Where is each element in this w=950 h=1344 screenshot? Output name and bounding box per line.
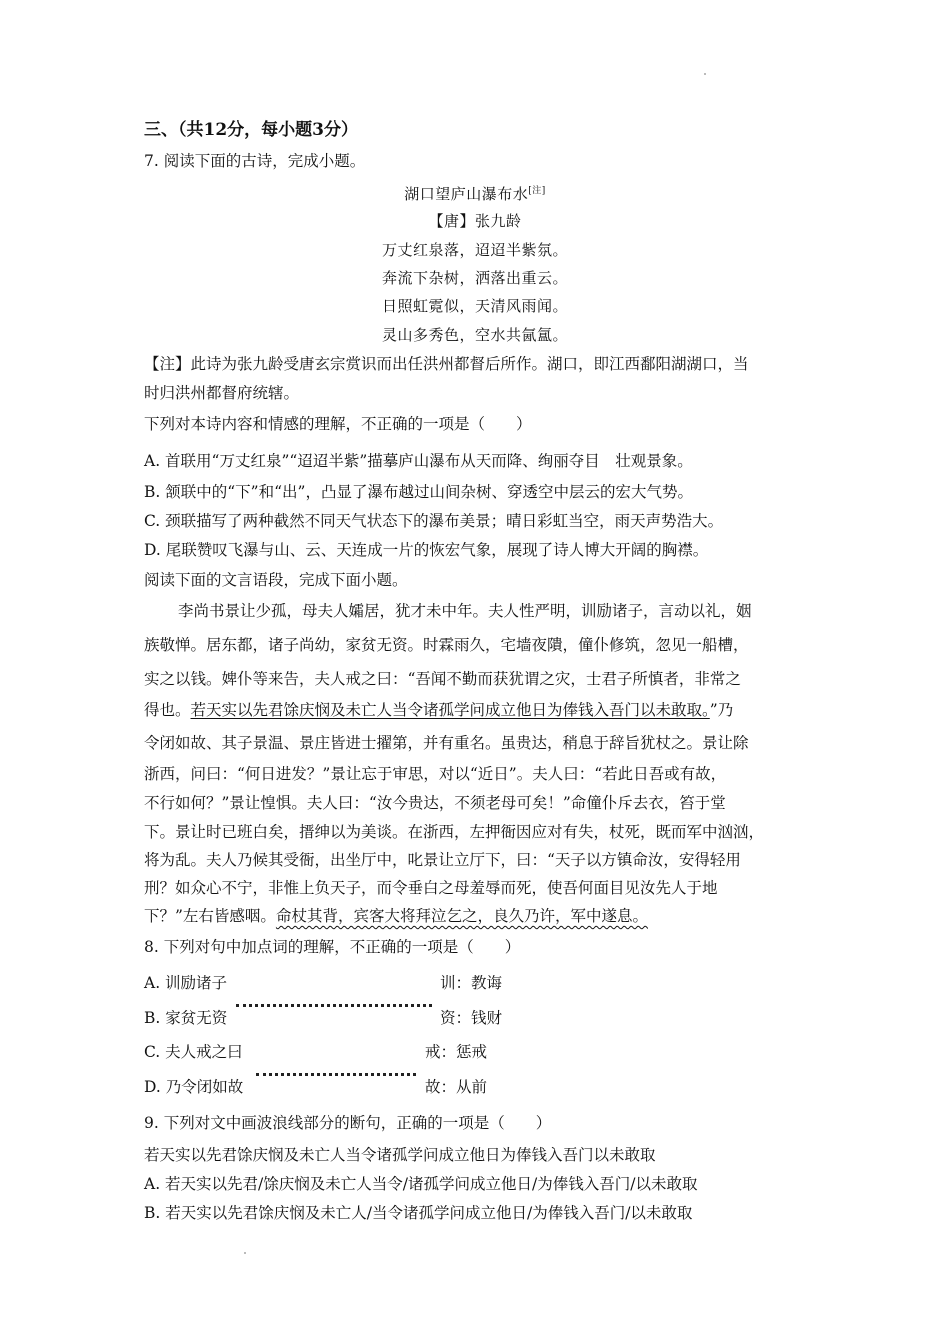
q7-option-c: C. 颈联描写了两种截然不同天气状态下的瀑布美景；晴日彩虹当空，雨天声势浩大。 (144, 512, 724, 530)
passage-line: 将为乱。夫人乃候其受衙，出坐厅中，叱景让立厅下，曰：“天子以方镇命汝，安得轻用 (144, 851, 741, 869)
passage-line: 下。景让时已班白矣，搢绅以为美谈。在浙西，左押衙因应对有失，杖死，既而军中汹汹， (144, 823, 765, 841)
q7-option-a: A. 首联用“万丈红泉”“迢迢半紫”描摹庐山瀑布从天而降、绚丽夺目 壮观景象。 (144, 452, 693, 470)
q8-item-a-answer: 训：教诲 (440, 974, 503, 992)
scan-mark (704, 73, 706, 75)
q9-option-b: B. 若天实以先君馀庆悯及未亡人/当令诸孤学问成立他日/为俸钱入吾门/以未敢取 (144, 1204, 693, 1222)
q7-option-d: D. 尾联赞叹飞瀑与山、云、天连成一片的恢宏气象，展现了诗人博大开阔的胸襟。 (144, 541, 709, 559)
q7-prompt: 7. 阅读下面的古诗，完成小题。 (144, 152, 366, 170)
q7-question: 下列对本诗内容和情感的理解，不正确的一项是（ ） (144, 415, 532, 433)
underlined-sentence: 若天实以先君馀庆悯及未亡人当令诸孤学问成立他日为俸钱入吾门以未敢取。 (190, 701, 710, 719)
section-heading: 三、（共12分，每小题3分） (144, 120, 358, 140)
q8-item-b: B. 家贫无资 (144, 1009, 228, 1027)
q8-item-d: D. 乃令闭如故 (144, 1078, 244, 1096)
poem-author: 【唐】张九龄 (428, 212, 522, 230)
poem-note-mark: [注] (528, 186, 546, 196)
passage-line: 李尚书景让少孤，母夫人孀居，犹才未中年。夫人性严明，训励诸子，言动以礼，姻 (178, 602, 752, 620)
poem-line: 灵山多秀色，空水共氤氲。 (381, 326, 568, 344)
passage-line: 令闭如故、其子景温、景庄皆进士擢第，并有重名。虽贵达，稍息于辞旨犹杖之。景让除 (144, 734, 749, 752)
q9-option-a: A. 若天实以先君/馀庆悯及未亡人当令/诸孤学问成立他日/为俸钱入吾门/以未敢取 (144, 1175, 698, 1193)
q7-option-b: B. 颔联中的“下”和“出”，凸显了瀑布越过山间杂树、穿透空中层云的宏大气势。 (144, 483, 693, 501)
passage-intro: 阅读下面的文言语段，完成下面小题。 (144, 571, 408, 589)
q8-item-d-answer: 故：从前 (425, 1078, 488, 1096)
poem-line: 奔流下杂树，洒落出重云。 (381, 269, 568, 287)
passage-line: 刑？如众心不宁，非惟上负天子，而令垂白之母羞辱而死，使吾何面目见汝先人于地 (144, 879, 718, 897)
poem-note: 时归洪州都督府统辖。 (144, 384, 300, 402)
passage-line: 族敬惮。居东都，诸子尚幼，家贫无资。时霖雨久，宅墙夜隤，僮仆修筑，忽见一船槽， (144, 636, 749, 654)
wavy-underlined-sentence: 命杖其背，宾客大将拜泣乞之，良久乃许，军中遂息。 (275, 907, 648, 925)
poem-title: 湖口望庐山瀑布水[注] (404, 185, 546, 203)
scan-mark (244, 1252, 246, 1254)
q8-question: 8. 下列对句中加点词的理解，不正确的一项是（ ） (144, 938, 521, 956)
passage-line: 下？”左右皆感咽。命杖其背，宾客大将拜泣乞之，良久乃许，军中遂息。 (144, 907, 648, 925)
poem-line: 万丈红泉落，迢迢半紫氛。 (381, 241, 568, 259)
emphasis-dots (256, 1069, 416, 1076)
q9-sentence: 若天实以先君馀庆悯及未亡人当令诸孤学问成立他日为俸钱入吾门以未敢取 (144, 1146, 656, 1164)
q8-item-b-answer: 资：钱财 (440, 1009, 503, 1027)
emphasis-dots (236, 1000, 432, 1007)
poem-line: 日照虹霓似，天清风雨闻。 (381, 297, 568, 315)
q8-item-a: A. 训励诸子 (144, 974, 228, 992)
passage-line: 得也。若天实以先君馀庆悯及未亡人当令诸孤学问成立他日为俸钱入吾门以未敢取。”乃 (144, 701, 734, 719)
poem-note: 【注】此诗为张九龄受唐玄宗赏识而出任洪州都督后所作。湖口，即江西鄱阳湖湖口，当 (144, 355, 749, 373)
passage-line: 不行如何？”景让惶惧。夫人曰：“汝今贵达，不须老母可矣！”命僮仆斥去衣，笞于堂 (144, 794, 726, 812)
passage-line: 实之以钱。婢仆等来告，夫人戒之曰：“吾闻不勤而获犹谓之灾，士君子所慎者，非常之 (144, 670, 741, 688)
passage-line: 浙西，问曰：“何日进发？”景让忘于审思，对以“近日”。夫人曰：“若此日吾或有故， (144, 765, 727, 783)
q9-question: 9. 下列对文中画波浪线部分的断句，正确的一项是（ ） (144, 1114, 552, 1132)
q8-item-c: C. 夫人戒之曰 (144, 1043, 243, 1061)
q8-item-c-answer: 戒：惩戒 (425, 1043, 488, 1061)
